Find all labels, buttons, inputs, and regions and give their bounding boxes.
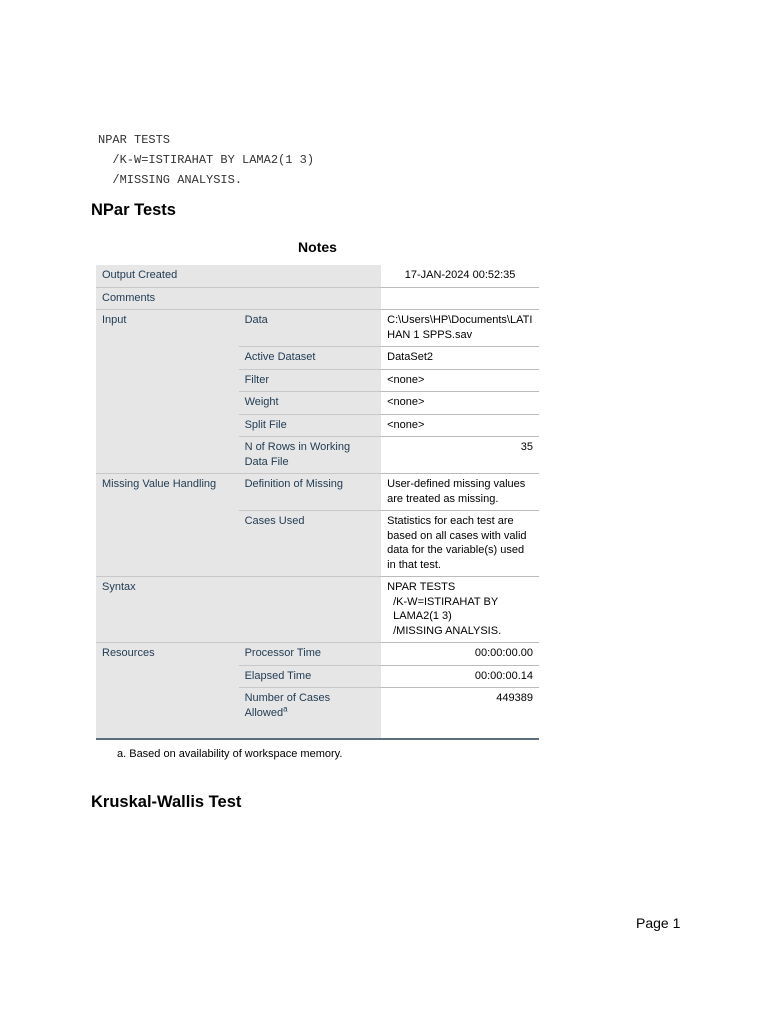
notes-table-title: Notes [298, 239, 337, 255]
syntax-line: /K-W=ISTIRAHAT BY LAMA2(1 3) [98, 153, 315, 167]
row-header: Missing Value Handling [96, 474, 239, 511]
cell-value: 17-JAN-2024 00:52:35 [381, 265, 539, 287]
row-subheader: Split File [239, 414, 382, 437]
syntax-line: /MISSING ANALYSIS. [393, 624, 502, 637]
table-row [96, 665, 539, 688]
row-header: Input [96, 310, 239, 347]
row-subheader: Filter [239, 369, 382, 392]
syntax-line: NPAR TESTS [387, 581, 456, 593]
notes-table [96, 265, 539, 740]
cell-value: 449389 [381, 688, 539, 740]
page-number: Page 1 [636, 915, 681, 931]
row-header: Output Created [96, 265, 381, 287]
cell-value: C:\Users\HP\Documents\LATIHAN 1 SPPS.sav [381, 310, 539, 347]
row-subheader: Number of Cases Allowed$^a$ [239, 688, 382, 740]
syntax-line: /MISSING ANALYSIS. [98, 173, 243, 187]
syntax-line: /K-W=ISTIRAHAT BY LAMA2(1 3) [393, 595, 498, 622]
cell-value: 00:00:00.14 [381, 665, 539, 688]
table-row [96, 310, 539, 347]
cell-value: <none> [381, 392, 539, 415]
table-row [96, 688, 539, 740]
cell-value: 00:00:00.00 [381, 643, 539, 666]
cell-value [381, 287, 539, 310]
table-row [96, 369, 539, 392]
row-subheader: N of Rows in Working Data File [239, 437, 382, 474]
table-row [96, 414, 539, 437]
row-header: Comments [96, 287, 381, 310]
table-row [96, 577, 539, 643]
cell-value: User-defined missing values are treated as missing. [381, 474, 539, 511]
table-footnote: a. Based on availability of workspace memory. [117, 748, 343, 760]
cell-value: DataSet2 [381, 347, 539, 370]
table-row [96, 511, 539, 577]
cell-value: <none> [381, 369, 539, 392]
syntax-block [98, 130, 314, 190]
table-row [96, 437, 539, 474]
row-subheader: Processor Time [239, 643, 382, 666]
row-subheader: Definition of Missing [239, 474, 382, 511]
cell-value: Statistics for each test are based on all cases with valid data for the variable(s) used in that test. [381, 511, 539, 577]
table-row [96, 287, 539, 310]
row-header: Resources [96, 643, 239, 666]
row-subheader: Weight [239, 392, 382, 415]
section-title-kruskal-wallis: Kruskal-Wallis Test [91, 793, 242, 811]
row-subheader: Active Dataset [239, 347, 382, 370]
table-row [96, 265, 539, 287]
table-row [96, 643, 539, 666]
table-row [96, 474, 539, 511]
table-row [96, 392, 539, 415]
row-subheader: Data [239, 310, 382, 347]
row-header: Syntax [96, 577, 381, 643]
row-subheader: Elapsed Time [239, 665, 382, 688]
table-row [96, 347, 539, 370]
cell-value [381, 577, 539, 643]
section-title-npar-tests: NPar Tests [91, 201, 176, 219]
syntax-line: NPAR TESTS [98, 133, 171, 147]
cell-value: <none> [381, 414, 539, 437]
cell-value: 35 [381, 437, 539, 474]
footnote-marker: a [283, 703, 288, 713]
row-subheader: Cases Used [239, 511, 382, 577]
